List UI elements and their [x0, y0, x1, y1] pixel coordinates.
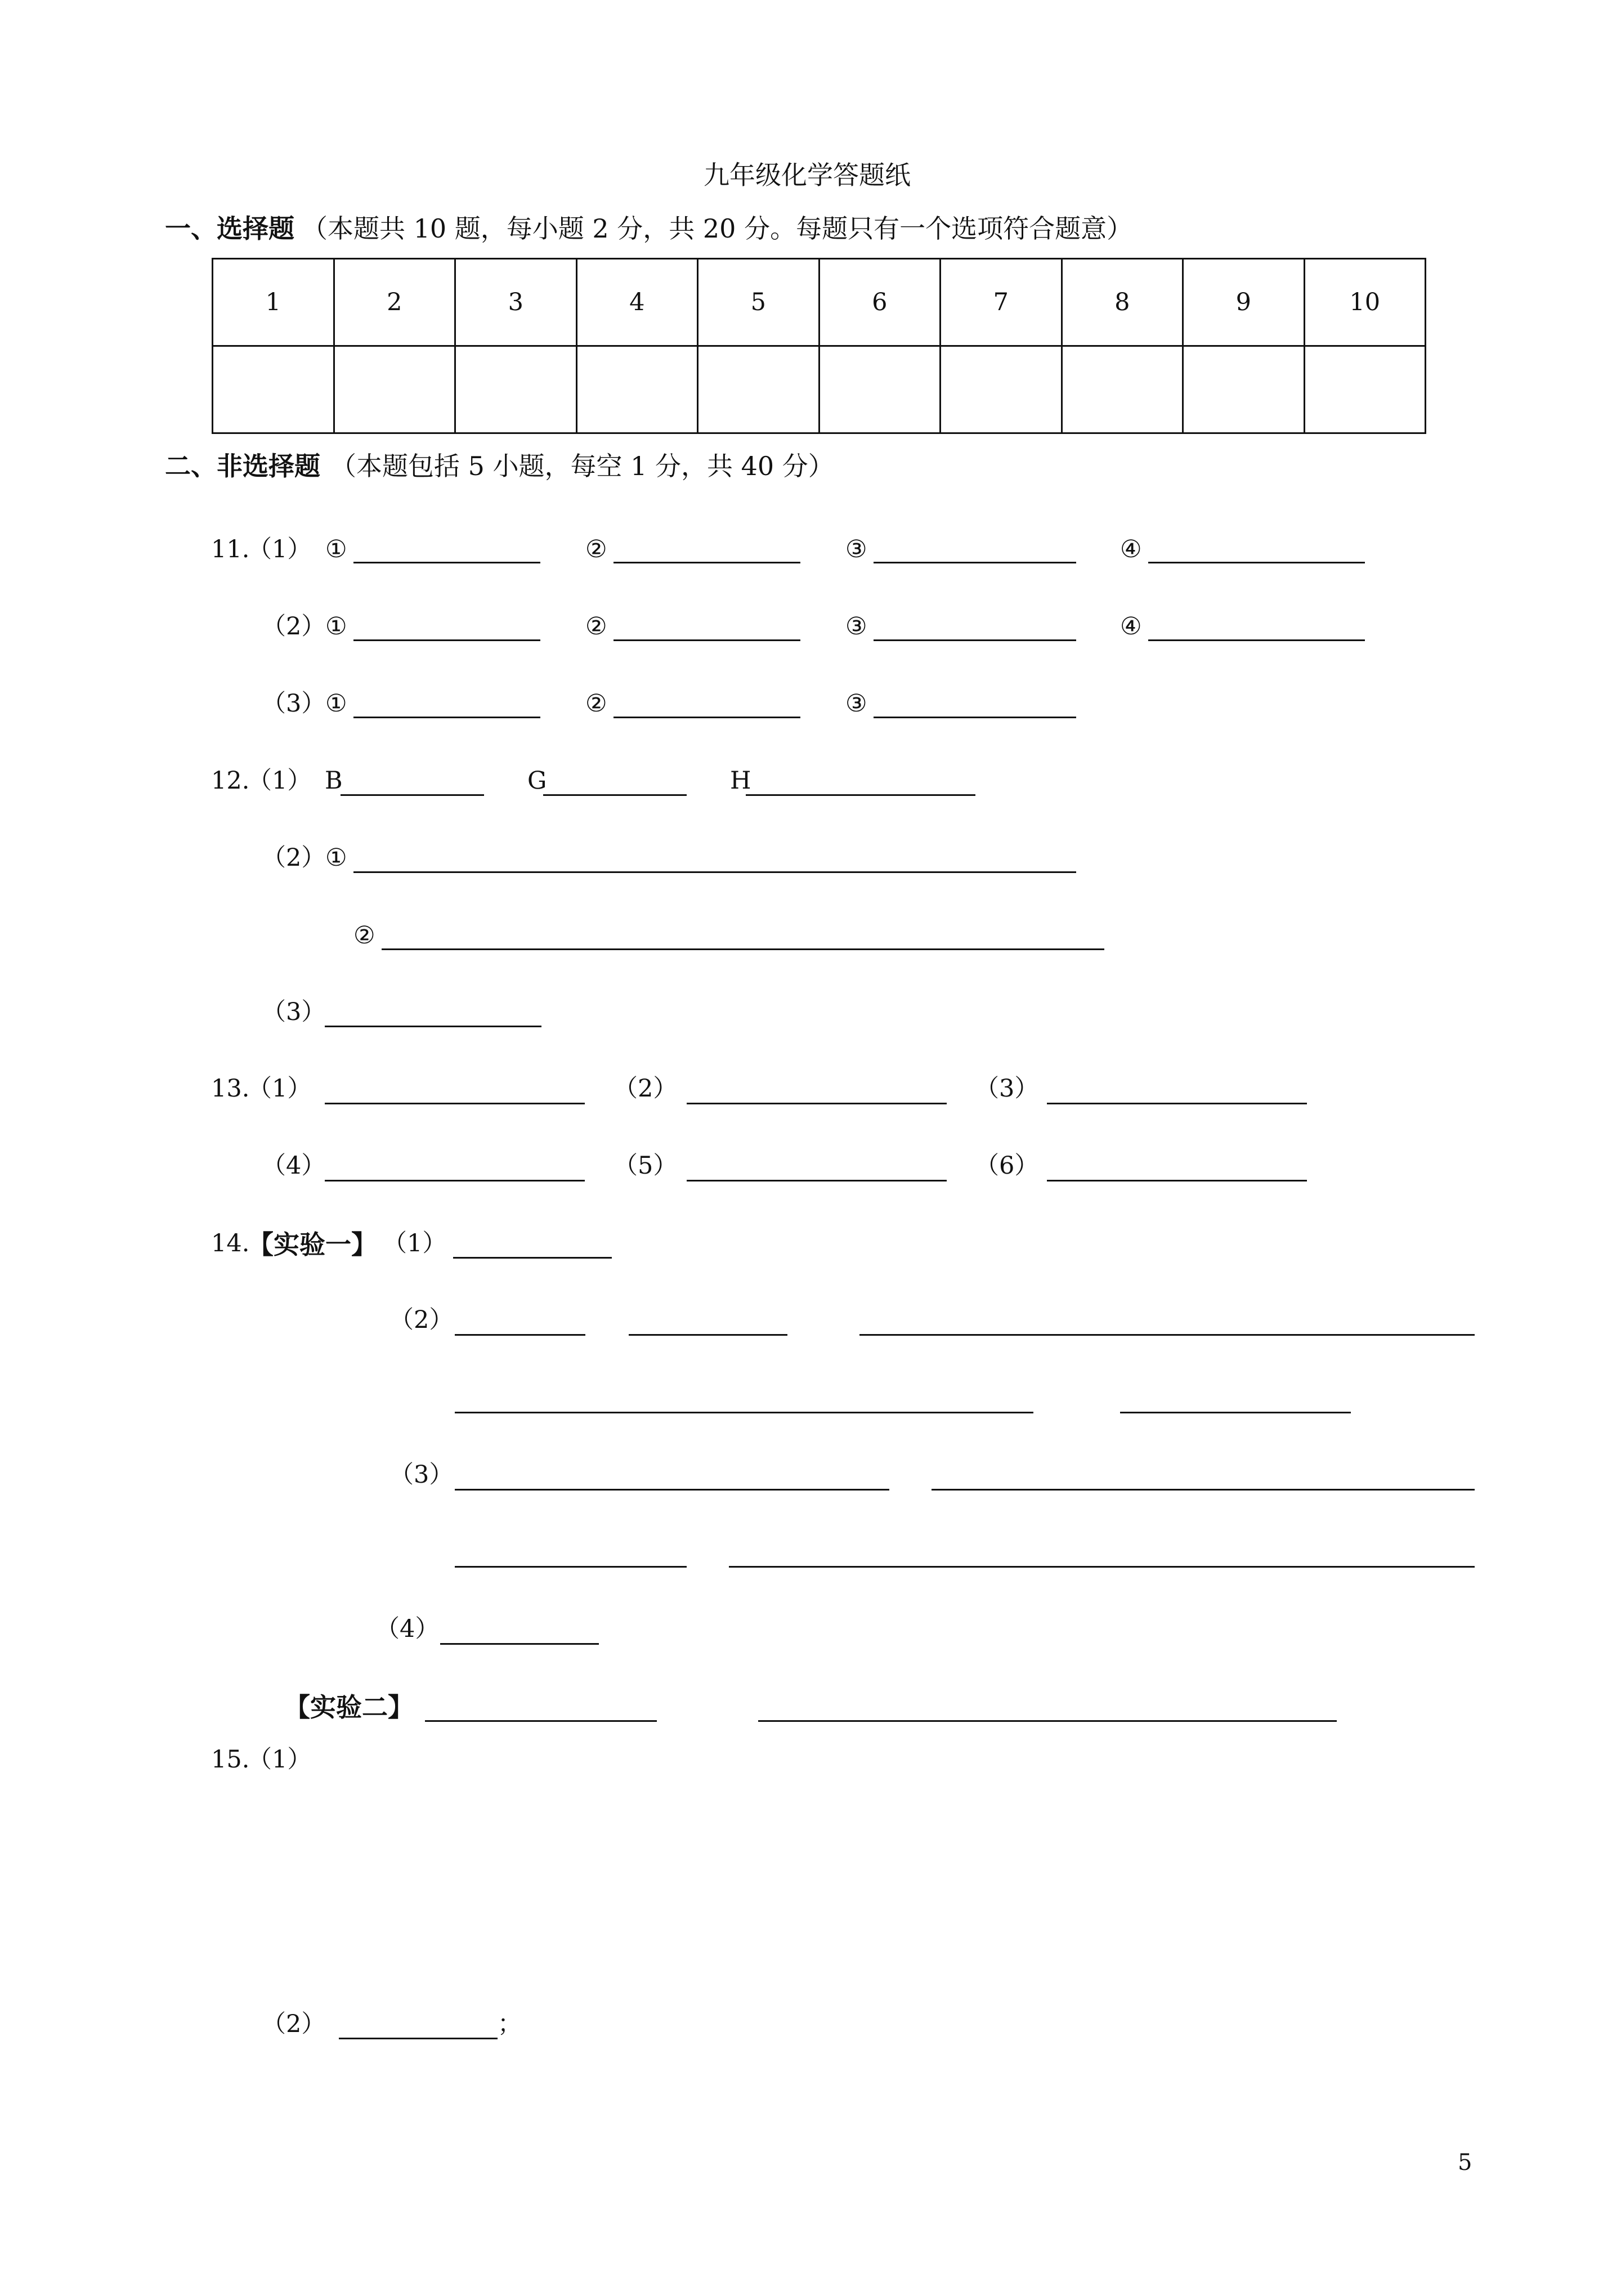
q11-2-circle1: ①: [325, 612, 347, 641]
q11-2-blank2[interactable]: [614, 639, 800, 641]
q11-1-blank4[interactable]: [1148, 562, 1365, 563]
q11-2-blank1[interactable]: [353, 639, 540, 641]
q14-2-blank1[interactable]: [455, 1334, 585, 1336]
answer-cell-4[interactable]: [576, 346, 698, 433]
q14-3-blank3[interactable]: [455, 1566, 687, 1568]
q14-3-blank2[interactable]: [932, 1489, 1475, 1491]
answer-table-col-5: 5: [698, 259, 820, 346]
choice-answer-table: [212, 258, 1426, 434]
q13-part1-label: （1）: [248, 1075, 312, 1103]
q14-2-blank4[interactable]: [455, 1412, 1033, 1413]
q11-1-blank2[interactable]: [614, 562, 800, 563]
q12-part1-label: （1）: [248, 767, 312, 795]
answer-table-col-4: 4: [576, 259, 698, 346]
q12-2-circle1: ①: [325, 844, 347, 872]
q13-4-blank[interactable]: [325, 1180, 585, 1181]
q13-3-blank[interactable]: [1047, 1103, 1307, 1104]
q13-part5-label: （5）: [614, 1152, 678, 1180]
answer-cell-5[interactable]: [698, 346, 820, 433]
answer-cell-10[interactable]: [1304, 346, 1426, 433]
q14-4-blank[interactable]: [440, 1643, 599, 1645]
q15-part2-label: （2）: [262, 2010, 326, 2038]
q13-part3-label: （3）: [975, 1075, 1039, 1103]
q11-1-circle3: ③: [845, 535, 867, 563]
q14-2-blank3[interactable]: [859, 1334, 1475, 1336]
answer-table-col-8: 8: [1062, 259, 1183, 346]
q11-2-circle2: ②: [585, 612, 607, 641]
q14-experiment2-label: 【实验二】: [284, 1692, 414, 1722]
q12-1-label-h: H: [730, 767, 751, 795]
q11-1-blank1[interactable]: [353, 562, 540, 563]
answer-cell-9[interactable]: [1183, 346, 1305, 433]
answer-cell-8[interactable]: [1062, 346, 1183, 433]
q14-3-blank1[interactable]: [455, 1489, 889, 1491]
answer-cell-6[interactable]: [819, 346, 941, 433]
q11-3-blank1[interactable]: [353, 717, 540, 718]
q11-1-circle1: ①: [325, 535, 347, 563]
q12-1-blank-h[interactable]: [746, 794, 975, 796]
section2-note: （本题包括 5 小题，每空 1 分，共 40 分）: [330, 451, 834, 481]
q13-number: 13.: [211, 1075, 250, 1103]
q12-1-blank-b[interactable]: [341, 794, 484, 796]
q11-2-circle4: ④: [1120, 612, 1142, 641]
q12-1-blank-g[interactable]: [543, 794, 687, 796]
q11-number: 11.: [211, 535, 250, 563]
answer-table-col-6: 6: [819, 259, 941, 346]
answer-table-col-9: 9: [1183, 259, 1305, 346]
q12-2-circle2: ②: [353, 921, 375, 950]
q11-2-blank4[interactable]: [1148, 639, 1365, 641]
q15-part1-label: （1）: [248, 1746, 312, 1774]
page-number: 5: [1458, 2150, 1472, 2176]
q13-1-blank[interactable]: [325, 1103, 585, 1104]
q11-2-blank3[interactable]: [874, 639, 1076, 641]
q13-2-blank[interactable]: [687, 1103, 947, 1104]
q14-part4-label: （4）: [375, 1615, 440, 1643]
q11-3-circle1: ①: [325, 690, 347, 718]
q12-number: 12.: [211, 767, 250, 795]
answer-cell-2[interactable]: [334, 346, 455, 433]
q12-3-blank[interactable]: [325, 1026, 541, 1027]
q11-part1-label: （1）: [248, 535, 312, 563]
q14-experiment1-label: 【实验一】: [248, 1229, 377, 1260]
q11-1-circle4: ④: [1120, 535, 1142, 563]
answer-table-header-row: [213, 259, 1426, 346]
answer-table-col-3: 3: [455, 259, 577, 346]
q14-1-blank[interactable]: [453, 1257, 612, 1259]
q14-part1-label: （1）: [383, 1229, 447, 1257]
q11-3-circle2: ②: [585, 690, 607, 718]
q15-2-semicolon: ；: [498, 2010, 522, 2038]
q15-number: 15.: [211, 1746, 250, 1774]
answer-cell-1[interactable]: [213, 346, 334, 433]
q12-1-label-b: B: [325, 767, 343, 795]
q11-1-blank3[interactable]: [874, 562, 1076, 563]
q13-5-blank[interactable]: [687, 1180, 947, 1181]
q14-exp2-blank1[interactable]: [425, 1720, 657, 1722]
answer-cell-7[interactable]: [941, 346, 1062, 433]
page-title: 九年级化学答题纸: [704, 160, 911, 190]
section2-heading: 二、非选择题: [165, 451, 320, 481]
answer-cell-3[interactable]: [455, 346, 577, 433]
q11-2-circle3: ③: [845, 612, 867, 641]
q15-2-blank[interactable]: [339, 2038, 498, 2039]
q11-part3-label: （3）: [262, 690, 326, 718]
q14-3-blank4[interactable]: [729, 1566, 1475, 1568]
q14-2-blank5[interactable]: [1120, 1412, 1351, 1413]
q14-part2-label: （2）: [389, 1306, 454, 1334]
answer-table-col-7: 7: [941, 259, 1062, 346]
q14-part3-label: （3）: [389, 1461, 454, 1489]
answer-table-blank-row: [213, 346, 1426, 433]
q12-part3-label: （3）: [262, 998, 326, 1026]
section1-heading: 一、选择题: [165, 213, 294, 244]
answer-table-col-2: 2: [334, 259, 455, 346]
q14-exp2-blank2[interactable]: [758, 1720, 1337, 1722]
q11-3-blank3[interactable]: [874, 717, 1076, 718]
q12-part2-label: （2）: [262, 844, 326, 872]
q13-6-blank[interactable]: [1047, 1180, 1307, 1181]
q11-3-circle3: ③: [845, 690, 867, 718]
q14-2-blank2[interactable]: [629, 1334, 787, 1336]
q12-2-blank1[interactable]: [353, 871, 1076, 873]
q11-1-circle2: ②: [585, 535, 607, 563]
q13-part4-label: （4）: [262, 1152, 326, 1180]
q12-1-label-g: G: [527, 767, 547, 795]
q11-3-blank2[interactable]: [614, 717, 800, 718]
answer-table-col-1: 1: [213, 259, 334, 346]
q12-2-blank2[interactable]: [382, 948, 1104, 950]
section1-note: （本题共 10 题，每小题 2 分，共 20 分。每题只有一个选项符合题意）: [302, 213, 1133, 244]
q11-part2-label: （2）: [262, 612, 326, 641]
q13-part2-label: （2）: [614, 1075, 678, 1103]
q14-number: 14.: [211, 1229, 250, 1257]
q13-part6-label: （6）: [975, 1152, 1039, 1180]
answer-table-col-10: 10: [1304, 259, 1426, 346]
